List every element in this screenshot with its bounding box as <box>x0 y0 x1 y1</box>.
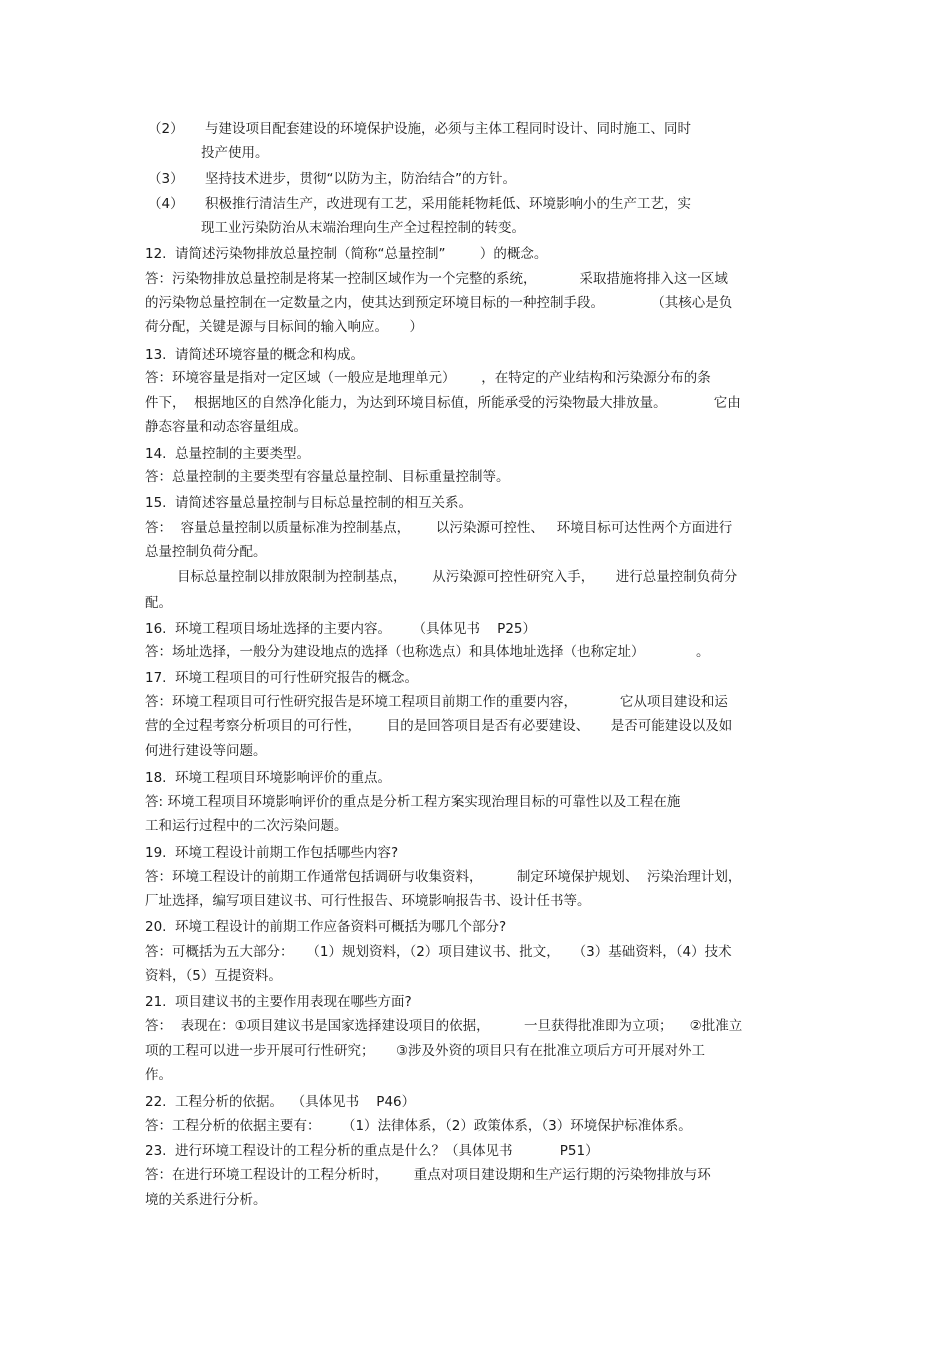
question-heading: 15. 请简述容量总量控制与目标总量控制的相互关系。 <box>145 495 473 511</box>
answer-line: 资料，（5）互提资料。 <box>145 968 282 984</box>
answer-line: 答：环境容量是指对一定区域（一般应是地理单元） ，在特定的产业结构和污染源分布的条 <box>145 370 711 386</box>
text-line: （2） 与建设项目配套建设的环境保护设施，必须与主体工程同时设计、同时施工、同时 <box>148 121 692 137</box>
answer-line: 答：污染物排放总量控制是将某一控制区域作为一个完整的系统， 采取措施将排入这一区域 <box>145 271 728 287</box>
answer-line: 答：工程分析的依据主要有： （1）法律体系，（2）政策体系，（3）环境保护标准体系。 <box>145 1118 692 1134</box>
answer-line: 答： 容量总量控制以质量标准为控制基点， 以污染源可控性、 环境目标可达性两个方面进行 <box>145 520 733 536</box>
question-heading: 14. 总量控制的主要类型。 <box>145 446 311 462</box>
answer-line: 答：环境工程设计的前期工作通常包括调研与收集资料， 制定环境保护规划、 污染治理计划， <box>145 869 742 885</box>
answer-line: 项的工程可以进一步开展可行性研究； ③涉及外资的项目只有在批准立项后方可开展对外工 <box>145 1043 706 1059</box>
question-heading: 23. 进行环境工程设计的工程分析的重点是什么？（具体见书 P51） <box>145 1143 599 1159</box>
answer-line: 厂址选择，编写项目建议书、可行性报告、环境影响报告书、设计任书等。 <box>145 893 591 909</box>
question-heading: 18. 环境工程项目环境影响评价的重点。 <box>145 770 392 786</box>
question-heading: 12. 请简述污染物排放总量控制（简称“总量控制” ）的概念。 <box>145 246 548 262</box>
question-heading: 16. 环境工程项目场址选择的主要内容。 （具体见书 P25） <box>145 621 536 637</box>
answer-line: 总量控制负荷分配。 <box>145 544 267 560</box>
text-line: 投产使用。 <box>201 145 269 161</box>
answer-line: 答：总量控制的主要类型有容量总量控制、目标重量控制等。 <box>145 469 510 485</box>
answer-line: 荷分配，关键是源与目标间的输入响应。 ） <box>145 319 423 335</box>
answer-line: 作。 <box>145 1067 172 1083</box>
answer-line: 答：可概括为五大部分： （1）规划资料，（2）项目建议书、批文， （3）基础资料，（4）技术 <box>145 944 732 960</box>
question-heading: 19. 环境工程设计前期工作包括哪些内容? <box>145 845 399 861</box>
answer-line: 工和运行过程中的二次污染问题。 <box>145 818 348 834</box>
text-line: （4） 积极推行清洁生产，改进现有工艺，采用能耗物耗低、环境影响小的生产工艺，实 <box>148 196 692 212</box>
answer-line: 件下， 根据地区的自然净化能力，为达到环境目标值，所能承受的污染物最大排放量。 它由 <box>145 395 741 411</box>
answer-line: 何进行建设等问题。 <box>145 743 267 759</box>
answer-line: 配。 <box>145 595 172 611</box>
answer-line: 静态容量和动态容量组成。 <box>145 419 307 435</box>
question-heading: 22. 工程分析的依据。 （具体见书 P46） <box>145 1094 416 1110</box>
text-line: （3） 坚持技术进步，贯彻“以防为主，防治结合”的方针。 <box>148 171 517 187</box>
question-heading: 13. 请简述环境容量的概念和构成。 <box>145 347 365 363</box>
question-heading: 17. 环境工程项目的可行性研究报告的概念。 <box>145 670 419 686</box>
answer-line: 境的关系进行分析。 <box>145 1192 267 1208</box>
answer-line: 答：场址选择，一般分为建设地点的选择（也称选点）和具体地址选择（也称定址） 。 <box>145 644 710 660</box>
answer-line: 营的全过程考察分析项目的可行性， 目的是回答项目是否有必要建设、 是否可能建设以及如 <box>145 718 733 734</box>
answer-line: 的污染物总量控制在一定数量之内，使其达到预定环境目标的一种控制手段。 （其核心是负 <box>145 295 733 311</box>
question-heading: 20. 环境工程设计的前期工作应备资料可概括为哪几个部分? <box>145 919 507 935</box>
answer-line: 答： 表现在：①项目建议书是国家选择建设项目的依据， 一旦获得批准即为立项； ②批准立 <box>145 1018 743 1034</box>
answer-line: 答：在进行环境工程设计的工程分析时， 重点对项目建设期和生产运行期的污染物排放与环 <box>145 1167 711 1183</box>
answer-line: 答：环境工程项目可行性研究报告是环境工程项目前期工作的重要内容， 它从项目建设和运 <box>145 694 728 710</box>
answer-line: 目标总量控制以排放限制为控制基点， 从污染源可控性研究入手， 进行总量控制负荷分 <box>177 569 738 585</box>
question-heading: 21. 项目建议书的主要作用表现在哪些方面? <box>145 994 412 1010</box>
answer-line: 答: 环境工程项目环境影响评价的重点是分析工程方案实现治理目标的可靠性以及工程在施 <box>145 794 681 810</box>
text-line: 现工业污染防治从末端治理向生产全过程控制的转变。 <box>201 220 525 236</box>
